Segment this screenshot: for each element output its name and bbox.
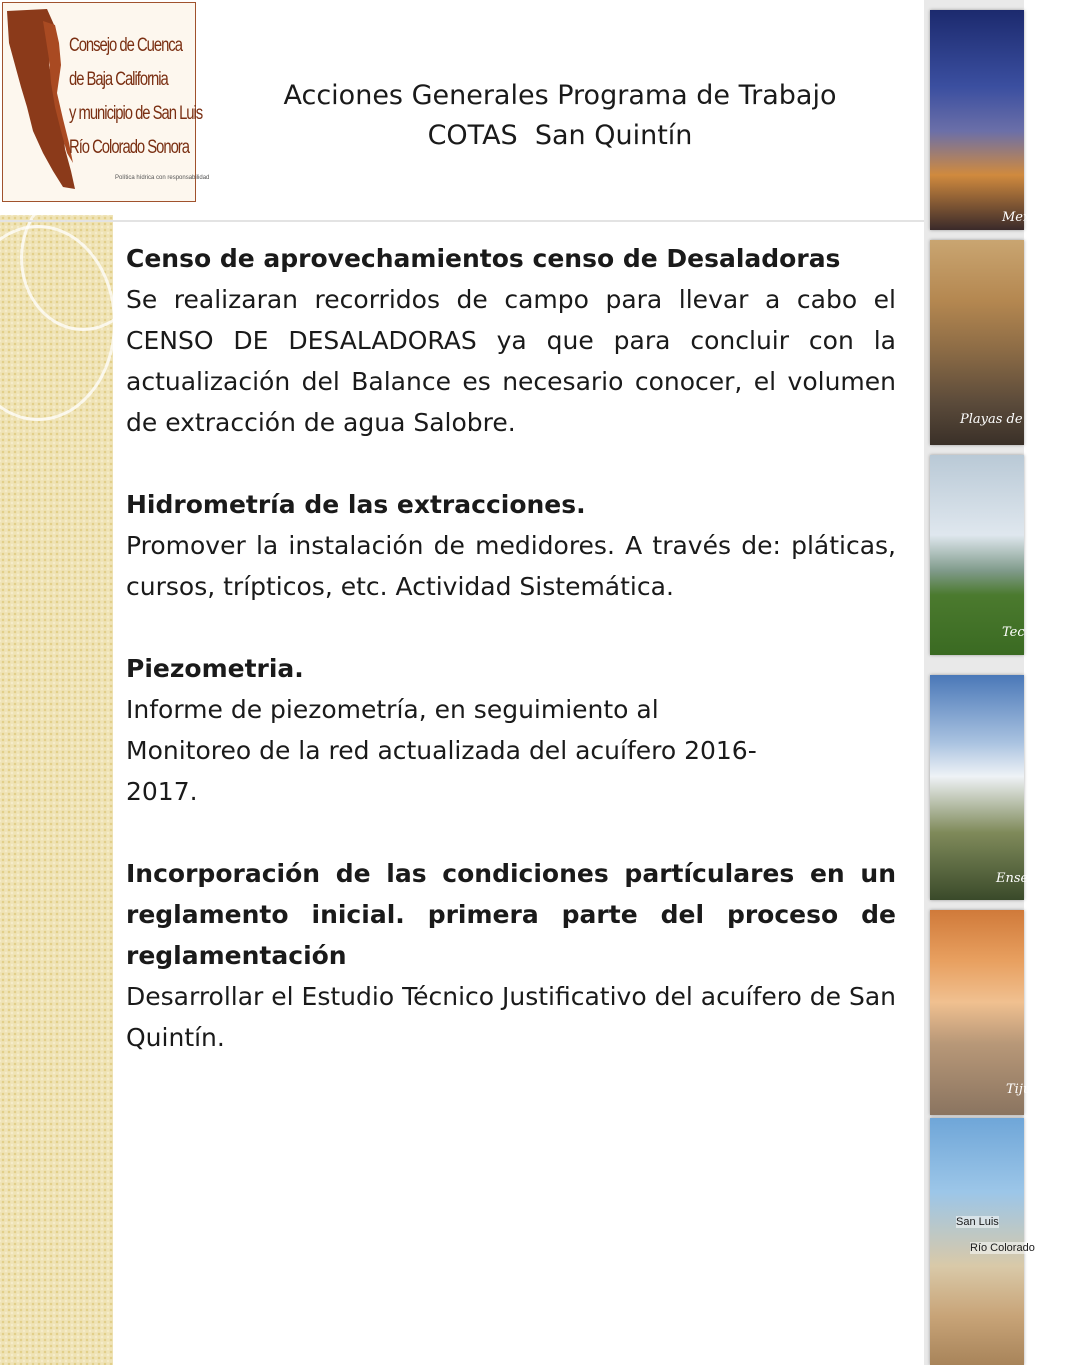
logo-text-line: y municipio de San Luis [69,103,203,124]
main-content [126,238,896,1099]
council-logo [2,2,210,202]
logo-text-line: Río Colorado Sonora [69,137,189,158]
section-reglamentacion [126,853,896,1058]
city-night-photo [930,10,1035,230]
photo-caption: San Luis [956,1216,999,1228]
page-title-line-2: COTAS San Quintín [427,120,693,151]
page-title-line-1: Acciones Generales Programa de Trabajo [283,80,837,111]
section-heading: Hidrometría de las extracciones. [126,490,586,519]
photo-strip [924,0,1082,1365]
section-hidrometria [126,484,896,607]
logo-tagline: Política hídrica con responsabilidad [115,175,210,181]
section-body: Desarrollar el Estudio Técnico Justificativo del acuífero de San Quintín. [126,982,896,1052]
photo-caption: Río Colorado [970,1242,1035,1254]
section-body: Promover la instalación de medidores. A través de: pláticas, cursos, trípticos, etc. Actividad Sistemática. [126,531,896,601]
section-body-line: 2017. [126,777,198,806]
section-heading: Piezometria. [126,654,304,683]
section-piezometria [126,648,896,812]
photo-caption: Tiju [1006,1082,1032,1097]
photo-caption: Ensen [996,871,1037,886]
desert-photo [930,1118,1035,1365]
decorative-left-border [0,215,113,1365]
valley-sky-photo [930,675,1037,900]
photo-caption: Playas de Rosarito [960,412,1082,427]
photo-caption: Mexi [1002,210,1035,225]
logo-text-line: de Baja California [69,69,168,90]
logo-text-line: Consejo de Cuenca [69,35,182,56]
coast-sunset-photo [930,910,1032,1115]
section-body-line: Informe de piezometría, en seguimiento al [126,695,659,724]
header-divider [0,220,924,222]
beach-sunset-photo [930,240,1082,445]
section-heading: Incorporación de las condiciones partículares en un reglamento inicial. primera parte del proceso de reglamentación [126,859,896,970]
photo-caption: Tec [1002,625,1025,640]
section-body-line: Monitoreo de la red actualizada del acuífero 2016- [126,736,757,765]
section-heading: Censo de aprovechamientos censo de Desaladoras [126,244,841,273]
section-censo [126,238,896,443]
section-body: Se realizaran recorridos de campo para llevar a cabo el CENSO DE DESALADORAS ya que para concluir con la actualización del Balance es necesario conocer, el volumen de extracción de agua Salobre. [126,285,896,437]
green-field-photo [930,455,1024,655]
